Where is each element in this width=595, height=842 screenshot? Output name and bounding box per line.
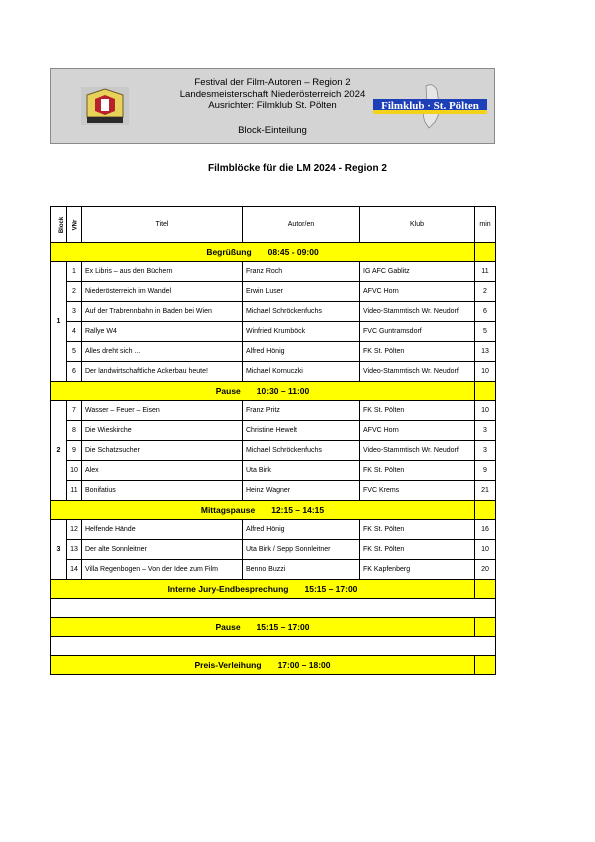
col-header-klub: Klub — [360, 207, 475, 243]
event-min-cell — [475, 618, 496, 637]
event-min-cell — [475, 382, 496, 401]
film-min: 20 — [475, 560, 496, 580]
film-klub: FK St. Pölten — [360, 520, 475, 540]
event-time: 15:15 – 17:00 — [304, 584, 358, 594]
event-label — [51, 618, 475, 637]
film-min: 2 — [475, 282, 496, 302]
event-name: Pause — [215, 622, 241, 632]
film-autor: Christine Hewelt — [243, 421, 360, 441]
film-min: 11 — [475, 262, 496, 282]
film-autor: Benno Buzzi — [243, 560, 360, 580]
event-min-cell — [475, 501, 496, 520]
film-klub: FK St. Pölten — [360, 401, 475, 421]
col-header-vnr: VNr — [67, 207, 82, 243]
event-time: 17:00 – 18:00 — [277, 660, 331, 670]
header-subtitle: Block-Einteilung — [238, 125, 307, 136]
film-autor: Michael Schröckenfuchs — [243, 302, 360, 322]
block-number: 1 — [51, 262, 67, 382]
film-row — [51, 481, 496, 501]
film-titel: Rallye W4 — [82, 322, 243, 342]
film-row — [51, 342, 496, 362]
event-name: Preis-Verleihung — [194, 660, 262, 670]
film-nr: 5 — [67, 342, 82, 362]
event-label — [51, 580, 475, 599]
header-line-1: Festival der Film-Autoren – Region 2 — [194, 77, 351, 88]
film-nr: 8 — [67, 421, 82, 441]
event-label — [51, 501, 475, 520]
film-row — [51, 461, 496, 481]
header-line-2: Landesmeisterschaft Niederösterreich 2024 — [179, 88, 366, 100]
film-klub: FK Kapfenberg — [360, 560, 475, 580]
schedule-table — [50, 206, 496, 675]
film-klub: Video-Stammtisch Wr. Neudorf — [360, 441, 475, 461]
film-klub: FK St. Pölten — [360, 342, 475, 362]
svg-text:Filmklub · St. Pölten: Filmklub · St. Pölten — [381, 100, 479, 112]
film-klub: FK St. Pölten — [360, 461, 475, 481]
event-min-cell — [475, 656, 496, 675]
event-time: 12:15 – 14:15 — [271, 505, 325, 515]
film-min: 10 — [475, 362, 496, 382]
film-row — [51, 302, 496, 322]
film-nr: 14 — [67, 560, 82, 580]
blank-cell — [51, 637, 496, 656]
film-titel: Ex Libris – aus den Büchern — [82, 262, 243, 282]
film-row — [51, 362, 496, 382]
film-titel: Helfende Hände — [82, 520, 243, 540]
col-header-autor: Autor/en — [243, 207, 360, 243]
film-autor: Franz Roch — [243, 262, 360, 282]
film-titel: Niederösterreich im Wandel — [82, 282, 243, 302]
film-klub: Video-Stammtisch Wr. Neudorf — [360, 302, 475, 322]
film-row — [51, 282, 496, 302]
film-nr: 1 — [67, 262, 82, 282]
event-row — [51, 618, 496, 637]
header-box — [50, 68, 495, 144]
event-name: Pause — [215, 386, 241, 396]
event-min-cell — [475, 580, 496, 599]
film-min: 10 — [475, 401, 496, 421]
film-autor: Winfried Krumböck — [243, 322, 360, 342]
blank-row — [51, 599, 496, 618]
film-autor: Heinz Wagner — [243, 481, 360, 501]
film-autor: Michael Kornuczki — [243, 362, 360, 382]
header-line-3: Ausrichter: Filmklub St. Pölten — [208, 100, 337, 111]
film-nr: 2 — [67, 282, 82, 302]
block-number: 3 — [51, 520, 67, 580]
event-row — [51, 501, 496, 520]
film-min: 5 — [475, 322, 496, 342]
blank-cell — [51, 599, 496, 618]
film-titel: Alles dreht sich ... — [82, 342, 243, 362]
film-nr: 7 — [67, 401, 82, 421]
film-min: 16 — [475, 520, 496, 540]
film-nr: 3 — [67, 302, 82, 322]
event-name: Interne Jury-Endbesprechung — [167, 584, 289, 594]
event-label — [51, 382, 475, 401]
event-min-cell — [475, 243, 496, 262]
event-label — [51, 243, 475, 262]
event-time: 15:15 – 17:00 — [256, 622, 310, 632]
film-row — [51, 441, 496, 461]
film-row — [51, 322, 496, 342]
film-min: 10 — [475, 540, 496, 560]
film-klub: FVC Guntramsdorf — [360, 322, 475, 342]
event-time: 10:30 – 11:00 — [256, 386, 310, 396]
event-row — [51, 656, 496, 675]
film-klub: AFVC Horn — [360, 421, 475, 441]
event-time: 08:45 - 09:00 — [267, 247, 319, 257]
film-klub: IG AFC Gablitz — [360, 262, 475, 282]
col-header-titel: Titel — [82, 207, 243, 243]
film-row — [51, 560, 496, 580]
blank-row — [51, 637, 496, 656]
film-autor: Alfred Hönig — [243, 342, 360, 362]
film-nr: 12 — [67, 520, 82, 540]
film-autor: Alfred Hönig — [243, 520, 360, 540]
film-nr: 10 — [67, 461, 82, 481]
col-header-min: min — [475, 207, 496, 243]
film-titel: Der alte Sonnleitner — [82, 540, 243, 560]
film-min: 9 — [475, 461, 496, 481]
film-titel: Villa Regenbogen – Von der Idee zum Film — [82, 560, 243, 580]
film-klub: Video-Stammtisch Wr. Neudorf — [360, 362, 475, 382]
film-klub: FK St. Pölten — [360, 540, 475, 560]
event-name: Begrüßung — [206, 247, 252, 257]
filmklub-logo — [371, 82, 489, 130]
film-min: 6 — [475, 302, 496, 322]
film-autor: Franz Pritz — [243, 401, 360, 421]
table-header-row — [51, 207, 496, 243]
film-nr: 6 — [67, 362, 82, 382]
film-row — [51, 401, 496, 421]
event-row — [51, 580, 496, 599]
film-titel: Die Schatzsucher — [82, 441, 243, 461]
film-min: 21 — [475, 481, 496, 501]
col-header-block: Block — [51, 207, 67, 243]
film-titel: Alex — [82, 461, 243, 481]
film-nr: 13 — [67, 540, 82, 560]
film-row — [51, 262, 496, 282]
film-titel: Wasser – Feuer – Eisen — [82, 401, 243, 421]
film-row — [51, 540, 496, 560]
film-nr: 11 — [67, 481, 82, 501]
film-nr: 4 — [67, 322, 82, 342]
film-nr: 9 — [67, 441, 82, 461]
film-titel: Der landwirtschaftliche Ackerbau heute! — [82, 362, 243, 382]
document-title: Filmblöcke für die LM 2024 - Region 2 — [208, 163, 387, 174]
film-klub: FVC Krems — [360, 481, 475, 501]
film-titel: Die Wieskirche — [82, 421, 243, 441]
film-row — [51, 520, 496, 540]
block-number: 2 — [51, 401, 67, 501]
event-row — [51, 243, 496, 262]
event-row — [51, 382, 496, 401]
film-min: 13 — [475, 342, 496, 362]
film-autor: Uta Birk — [243, 461, 360, 481]
film-min: 3 — [475, 421, 496, 441]
film-autor: Erwin Luser — [243, 282, 360, 302]
film-klub: AFVC Horn — [360, 282, 475, 302]
film-min: 3 — [475, 441, 496, 461]
film-row — [51, 421, 496, 441]
event-name: Mittagspause — [200, 505, 256, 515]
film-titel: Auf der Trabrennbahn in Baden bei Wien — [82, 302, 243, 322]
film-titel: Bonifatius — [82, 481, 243, 501]
film-autor: Michael Schröckenfuchs — [243, 441, 360, 461]
film-autor: Uta Birk / Sepp Sonnleitner — [243, 540, 360, 560]
event-label — [51, 656, 475, 675]
